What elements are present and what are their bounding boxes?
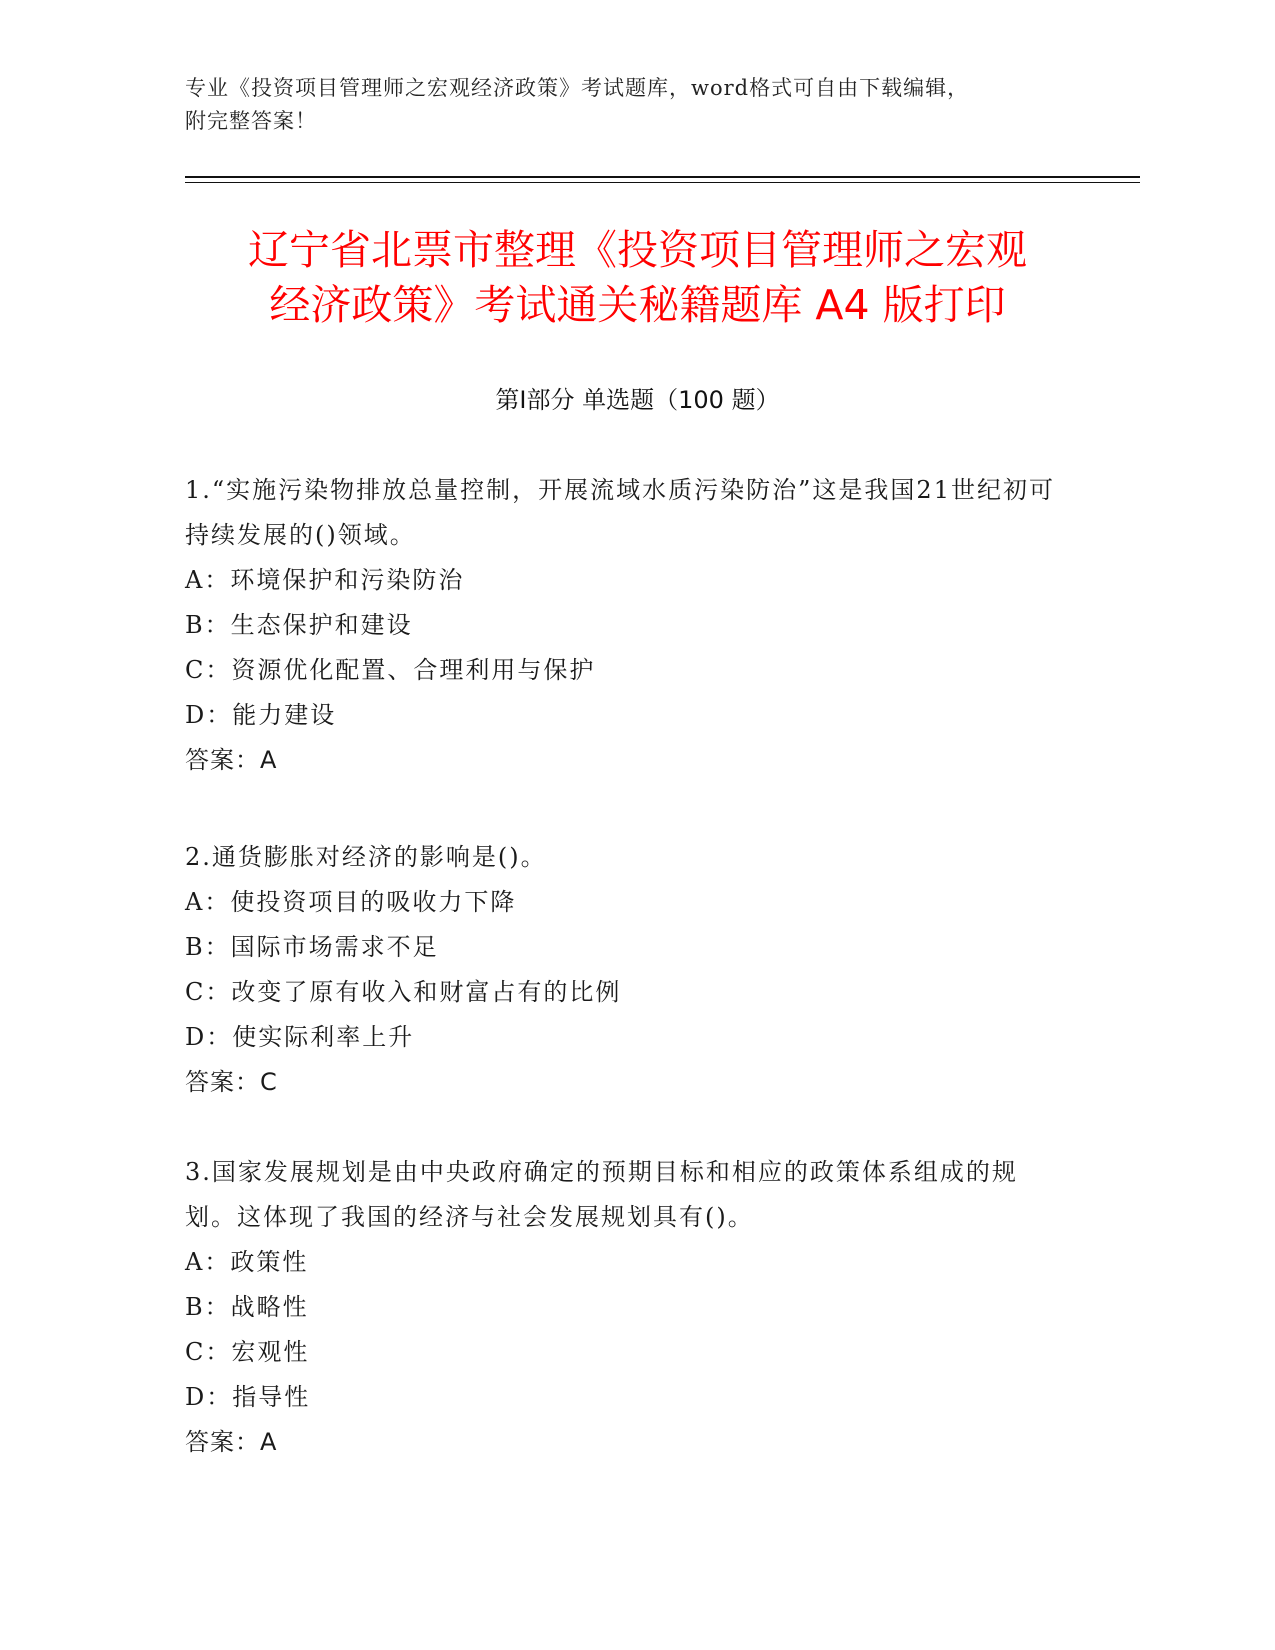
option-c: C：宏观性 (185, 1338, 310, 1366)
document-title-line2: 经济政策》考试通关秘籍题库 A4 版打印 (269, 281, 1006, 329)
option-b: B：国际市场需求不足 (185, 933, 439, 961)
option-b: B：战略性 (185, 1293, 309, 1321)
header-rule-thin (185, 182, 1140, 183)
option-c: C：改变了原有收入和财富占有的比例 (185, 978, 622, 1006)
option-b: B：生态保护和建设 (185, 611, 413, 639)
document-title-line1: 辽宁省北票市整理《投资项目管理师之宏观 (248, 226, 1027, 274)
question-stem: 3.国家发展规划是由中央政府确定的预期目标和相应的政策体系组成的规划。这体现了我国的经济与社会发展规划具有()。 (185, 1158, 1018, 1231)
section-heading: 第Ⅰ部分 单选题（100 题） (495, 386, 780, 414)
question-1 (185, 468, 1065, 783)
header-note-line1: 专业《投资项目管理师之宏观经济政策》考试题库，word格式可自由下载编辑， (185, 76, 970, 100)
question-3 (185, 1150, 1065, 1465)
option-c: C：资源优化配置、合理利用与保护 (185, 656, 596, 684)
option-a: A：政策性 (185, 1248, 309, 1276)
question-stem: 2.通货膨胀对经济的影响是()。 (185, 843, 547, 871)
option-d: D：指导性 (185, 1383, 311, 1411)
answer: 答案：C (185, 1068, 278, 1096)
option-d: D：使实际利率上升 (185, 1023, 415, 1051)
header-rule-thick (185, 176, 1140, 178)
question-stem: 1.“实施污染物排放总量控制，开展流域水质污染防治”这是我国21世纪初可持续发展的()领域。 (185, 476, 1055, 549)
question-2 (185, 835, 1065, 1105)
option-a: A：环境保护和污染防治 (185, 566, 465, 594)
option-d: D：能力建设 (185, 701, 337, 729)
document-title (150, 223, 1125, 333)
answer: 答案：A (185, 746, 278, 774)
option-a: A：使投资项目的吸收力下降 (185, 888, 517, 916)
header-note (185, 72, 1085, 138)
header-note-line2: 附完整答案！ (185, 109, 317, 133)
answer: 答案：A (185, 1428, 278, 1456)
